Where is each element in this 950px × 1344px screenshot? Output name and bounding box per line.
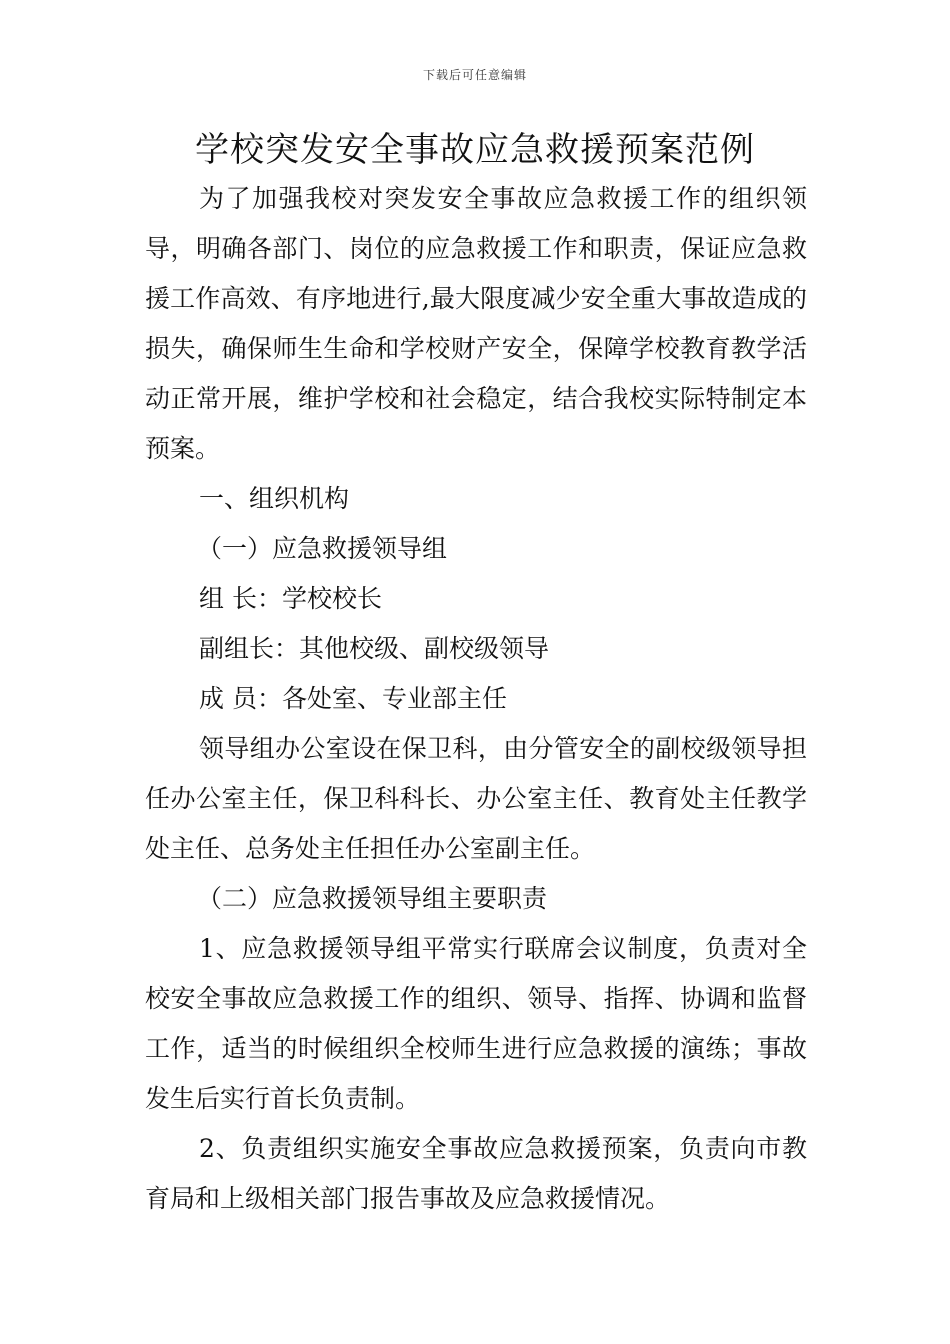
paragraph-group-leader: 组 长：学校校长 [199,584,382,613]
subsection-heading-duties: （二）应急救援领导组主要职责 [197,884,548,913]
document-body [145,174,807,1224]
subsection-heading-leadership-group: （一）应急救援领导组 [197,534,448,563]
paragraph-deputy-leader: 副组长：其他校级、副校级领导 [199,634,550,663]
paragraph-duty-2: 2、负责组织实施安全事故应急救援预案，负责向市教育局和上级相关部门报告事故及应急救援情况。 [145,1134,807,1213]
header-note: 下载后可任意编辑 [422,68,527,82]
document-title: 学校突发安全事故应急救援预案范例 [195,130,755,170]
section-heading-organization: 一、组织机构 [199,484,350,513]
paragraph-intro: 为了加强我校对突发安全事故应急救援工作的组织领导，明确各部门、岗位的应急救援工作和职责，保证应急救援工作高效、有序地进行,最大限度减少安全重大事故造成的损失，确保师生生命和学校财产安全，保障学校教育教学活动正常开展，维护学校和社会稳定，结合我校实际特制定本预案。 [145,184,807,463]
paragraph-office: 领导组办公室设在保卫科，由分管安全的副校级领导担任办公室主任，保卫科科长、办公室主任、教育处主任教学处主任、总务处主任担任办公室副主任。 [145,734,807,863]
paragraph-duty-1: 1、应急救援领导组平常实行联席会议制度，负责对全校安全事故应急救援工作的组织、领导、指挥、协调和监督工作，适当的时候组织全校师生进行应急救援的演练；事故发生后实行首长负责制。 [145,934,807,1113]
paragraph-members: 成 员：各处室、专业部主任 [199,684,507,713]
